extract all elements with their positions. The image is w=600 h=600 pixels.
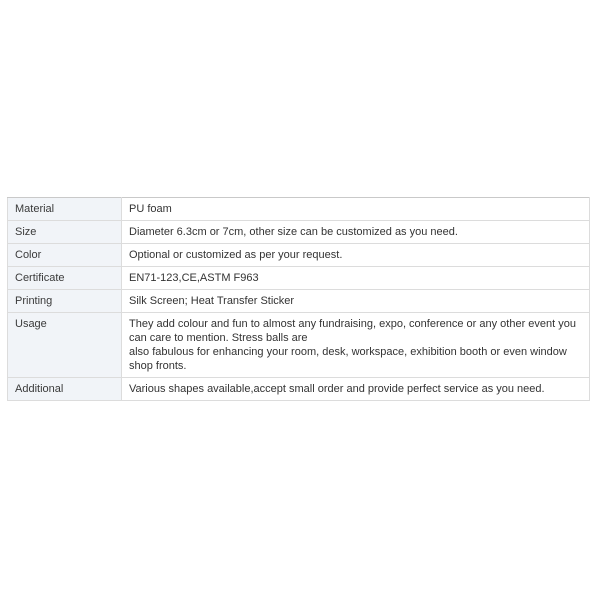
usage-text-line-1: They add colour and fun to almost any fundraising, expo, conference or any other event you can care to mention. Stress balls are [129, 318, 576, 344]
spec-value-printing: Silk Screen; Heat Transfer Sticker [122, 290, 590, 313]
product-spec-table [7, 197, 590, 401]
spec-value-material: PU foam [122, 198, 590, 221]
spec-label-certificate: Certificate [8, 267, 122, 290]
spec-label-additional: Additional [8, 378, 122, 401]
table-row [8, 244, 590, 267]
table-row [8, 267, 590, 290]
spec-value-certificate: EN71-123,CE,ASTM F963 [122, 267, 590, 290]
spec-label-size: Size [8, 221, 122, 244]
table-row [8, 290, 590, 313]
spec-label-usage: Usage [8, 313, 122, 378]
usage-text-line-2: also fabulous for enhancing your room, desk, workspace, exhibition booth or even window shop fronts. [129, 346, 567, 372]
table-row [8, 221, 590, 244]
spec-label-printing: Printing [8, 290, 122, 313]
table-row [8, 313, 590, 378]
spec-label-material: Material [8, 198, 122, 221]
table-row [8, 198, 590, 221]
spec-value-additional: Various shapes available,accept small order and provide perfect service as you need. [122, 378, 590, 401]
spec-value-size: Diameter 6.3cm or 7cm, other size can be customized as you need. [122, 221, 590, 244]
table-row [8, 378, 590, 401]
spec-label-color: Color [8, 244, 122, 267]
spec-value-color: Optional or customized as per your request. [122, 244, 590, 267]
spec-value-usage [122, 313, 590, 378]
